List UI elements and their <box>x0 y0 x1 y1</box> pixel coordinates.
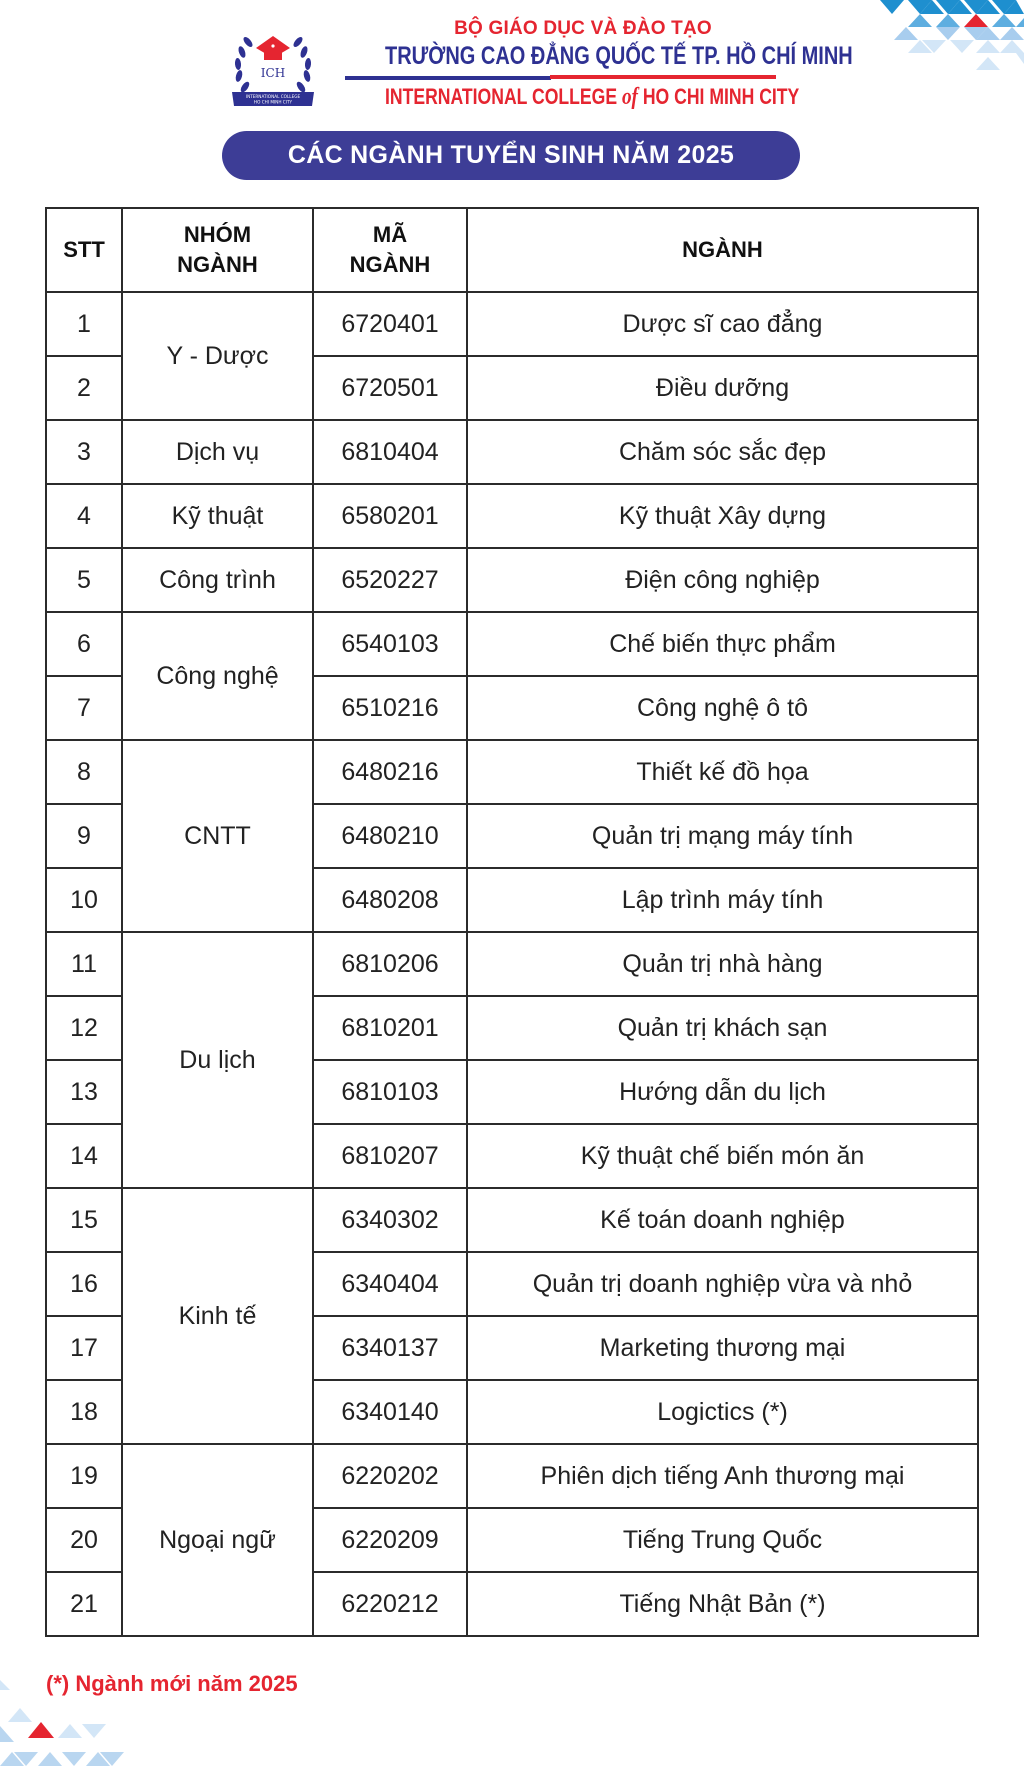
cell-code: 6340137 <box>313 1316 467 1380</box>
cell-name: Tiếng Trung Quốc <box>467 1508 978 1572</box>
cell-name: Kỹ thuật chế biến món ăn <box>467 1124 978 1188</box>
table-row <box>46 420 978 484</box>
cell-name: Quản trị nhà hàng <box>467 932 978 996</box>
cell-stt: 5 <box>46 548 122 612</box>
cell-group: Y - Dược <box>122 292 313 420</box>
cell-stt: 19 <box>46 1444 122 1508</box>
cell-code: 6220209 <box>313 1508 467 1572</box>
header-stt: STT <box>46 208 122 292</box>
cell-name: Lập trình máy tính <box>467 868 978 932</box>
cell-code: 6540103 <box>313 612 467 676</box>
cell-name: Công nghệ ô tô <box>467 676 978 740</box>
cell-group: Công trình <box>122 548 313 612</box>
cell-group: Ngoại ngữ <box>122 1444 313 1636</box>
footnote-new-majors: (*) Ngành mới năm 2025 <box>46 1671 298 1696</box>
cell-group: CNTT <box>122 740 313 932</box>
svg-text:INTERNATIONAL COLLEGE: INTERNATIONAL COLLEGE <box>245 94 301 99</box>
header-underline-blue <box>345 76 551 80</box>
cell-name: Dược sĩ cao đẳng <box>467 292 978 356</box>
cell-name: Chăm sóc sắc đẹp <box>467 420 978 484</box>
cell-stt: 2 <box>46 356 122 420</box>
school-logo-icon <box>228 22 318 112</box>
cell-code: 6810201 <box>313 996 467 1060</box>
cell-code: 6340302 <box>313 1188 467 1252</box>
header-name: NGÀNH <box>467 208 978 292</box>
cell-group: Kinh tế <box>122 1188 313 1444</box>
cell-stt: 14 <box>46 1124 122 1188</box>
cell-code: 6510216 <box>313 676 467 740</box>
table-header-row <box>46 208 978 292</box>
cell-stt: 1 <box>46 292 122 356</box>
cell-stt: 16 <box>46 1252 122 1316</box>
cell-name: Quản trị khách sạn <box>467 996 978 1060</box>
majors-table <box>45 207 979 1637</box>
table-row <box>46 292 978 356</box>
ministry-name: BỘ GIÁO DỤC VÀ ĐÀO TẠO <box>454 18 712 39</box>
table-row <box>46 1188 978 1252</box>
svg-text:HO CHI MINH CITY: HO CHI MINH CITY <box>253 99 293 105</box>
cell-stt: 3 <box>46 420 122 484</box>
cell-group: Công nghệ <box>122 612 313 740</box>
cell-stt: 7 <box>46 676 122 740</box>
cell-stt: 13 <box>46 1060 122 1124</box>
cell-name: Kỹ thuật Xây dựng <box>467 484 978 548</box>
logo-text: ICH <box>260 66 286 80</box>
table-row <box>46 740 978 804</box>
cell-code: 6810207 <box>313 1124 467 1188</box>
cell-code: 6340140 <box>313 1380 467 1444</box>
cell-name: Kế toán doanh nghiệp <box>467 1188 978 1252</box>
cell-stt: 10 <box>46 868 122 932</box>
cell-stt: 17 <box>46 1316 122 1380</box>
cell-group: Du lịch <box>122 932 313 1188</box>
cell-stt: 15 <box>46 1188 122 1252</box>
page-title: CÁC NGÀNH TUYỂN SINH NĂM 2025 <box>222 131 800 180</box>
cell-stt: 4 <box>46 484 122 548</box>
cell-code: 6220212 <box>313 1572 467 1636</box>
table-row <box>46 612 978 676</box>
table-row <box>46 932 978 996</box>
school-name-vietnamese: TRƯỜNG CAO ĐẲNG QUỐC TẾ TP. HỒ CHÍ MINH <box>385 42 853 70</box>
cell-stt: 18 <box>46 1380 122 1444</box>
header-underline-red <box>550 75 776 79</box>
table-row <box>46 484 978 548</box>
cell-name: Chế biến thực phẩm <box>467 612 978 676</box>
cell-stt: 21 <box>46 1572 122 1636</box>
cell-code: 6810206 <box>313 932 467 996</box>
header-group: NHÓM NGÀNH <box>122 208 313 292</box>
cell-code: 6340404 <box>313 1252 467 1316</box>
table-row <box>46 548 978 612</box>
cell-name: Điện công nghiệp <box>467 548 978 612</box>
cell-stt: 11 <box>46 932 122 996</box>
cell-name: Quản trị doanh nghiệp vừa và nhỏ <box>467 1252 978 1316</box>
cell-code: 6810103 <box>313 1060 467 1124</box>
cell-code: 6810404 <box>313 420 467 484</box>
triangle-pattern-decoration <box>860 0 1024 80</box>
cell-code: 6220202 <box>313 1444 467 1508</box>
cell-stt: 9 <box>46 804 122 868</box>
cell-group: Kỹ thuật <box>122 484 313 548</box>
school-header <box>228 18 853 118</box>
cell-name: Điều dưỡng <box>467 356 978 420</box>
cell-code: 6480208 <box>313 868 467 932</box>
table-row <box>46 1444 978 1508</box>
cell-stt: 8 <box>46 740 122 804</box>
cell-name: Tiếng Nhật Bản (*) <box>467 1572 978 1636</box>
cell-name: Logictics (*) <box>467 1380 978 1444</box>
school-name-english: INTERNATIONAL COLLEGE of HO CHI MINH CITY <box>385 84 800 110</box>
cell-code: 6580201 <box>313 484 467 548</box>
cell-code: 6720401 <box>313 292 467 356</box>
cell-name: Hướng dẫn du lịch <box>467 1060 978 1124</box>
cell-code: 6480216 <box>313 740 467 804</box>
cell-name: Quản trị mạng máy tính <box>467 804 978 868</box>
cell-code: 6720501 <box>313 356 467 420</box>
cell-name: Phiên dịch tiếng Anh thương mại <box>467 1444 978 1508</box>
cell-code: 6480210 <box>313 804 467 868</box>
header-code: MÃ NGÀNH <box>313 208 467 292</box>
cell-group: Dịch vụ <box>122 420 313 484</box>
cell-name: Marketing thương mại <box>467 1316 978 1380</box>
cell-name: Thiết kế đồ họa <box>467 740 978 804</box>
cell-code: 6520227 <box>313 548 467 612</box>
cell-stt: 6 <box>46 612 122 676</box>
cell-stt: 20 <box>46 1508 122 1572</box>
cell-stt: 12 <box>46 996 122 1060</box>
